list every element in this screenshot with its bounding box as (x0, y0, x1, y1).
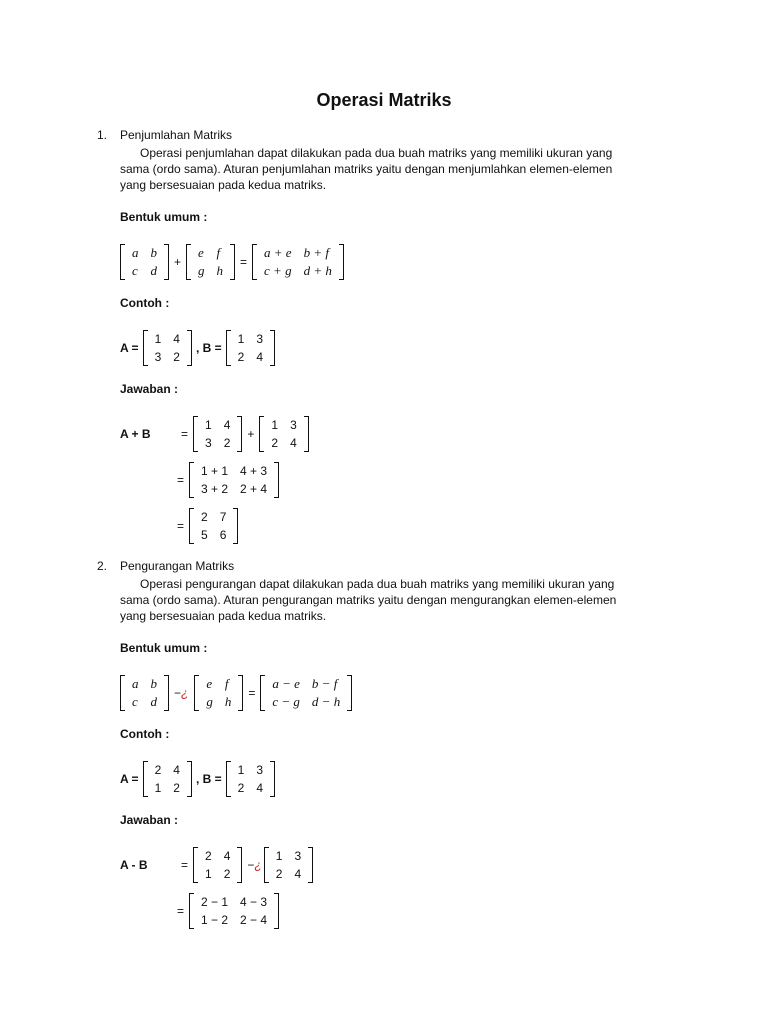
matrix-cell: 6 (219, 528, 227, 542)
matrix (252, 244, 344, 280)
matrix (120, 244, 169, 280)
matrix-cell: d (150, 694, 157, 709)
matrix-row (270, 847, 307, 865)
matrix-grid (270, 847, 307, 883)
matrix-cell: f (216, 245, 221, 260)
jawaban-label: Jawaban : (120, 382, 179, 396)
matrix-a-label: A = (120, 772, 139, 786)
matrix-cell: 2 (275, 867, 283, 881)
matrix-grid (149, 761, 186, 797)
matrix (120, 675, 169, 711)
matrix-cell: 4 (173, 763, 180, 777)
matrix-cell: 3 (256, 763, 263, 777)
matrix-row (199, 865, 236, 883)
matrix-cell: f (224, 676, 229, 691)
matrix-row (149, 348, 186, 366)
section-heading: Pengurangan Matriks (120, 559, 235, 573)
answer-lhs: A - B (120, 858, 148, 872)
example-matrices (120, 330, 275, 366)
matrix-cell: 1 (237, 763, 245, 777)
paragraph-line: yang bersesuaian pada kedua matriks. (120, 609, 327, 623)
matrix (186, 244, 235, 280)
matrix-row (195, 893, 273, 911)
matrix-cell: 7 (219, 510, 227, 524)
matrix-cell: a (132, 245, 139, 260)
matrix-cell: 1 (271, 418, 279, 432)
bentuk-umum-label: Bentuk umum : (120, 641, 208, 655)
matrix-cell: 2 + 4 (240, 482, 268, 496)
matrix-cell: d (150, 263, 157, 278)
paragraph-line: sama (ordo sama). Aturan pengurangan matriks yaitu dengan mengurangkan elemen-elemen (120, 593, 617, 607)
matrix-row (232, 761, 269, 779)
matrix-row (258, 244, 338, 262)
matrix-grid (265, 416, 302, 452)
section-paragraph (120, 576, 665, 624)
matrix-row (258, 262, 338, 280)
matrix-row (270, 865, 307, 883)
matrix-cell: 2 (223, 867, 231, 881)
matrix-cell: 3 (294, 849, 302, 863)
example-matrices (120, 761, 275, 797)
matrix-cell: c (132, 694, 138, 709)
matrix-grid (199, 847, 236, 883)
matrix-row (199, 416, 236, 434)
matrix-cell: 1 (237, 332, 245, 346)
matrix-cell: 4 (290, 436, 297, 450)
matrix-cell: c + g (264, 263, 292, 278)
paragraph-line: Operasi pengurangan dapat dilakukan pada dua buah matriks yang memiliki ukuran yang (140, 577, 615, 591)
matrix-cell: g (206, 694, 213, 709)
matrix-cell: b (150, 245, 157, 260)
matrix-b-label: , B = (195, 772, 222, 786)
matrix-a (143, 330, 192, 366)
answer-step-2 (172, 893, 279, 929)
matrix-grid (126, 675, 163, 711)
matrix-row (199, 434, 236, 452)
matrix-cell: 4 + 3 (240, 464, 268, 478)
section-heading: Penjumlahan Matriks (120, 128, 233, 142)
matrix-row (232, 779, 269, 797)
matrix-cell: d − h (311, 694, 341, 709)
matrix-cell: c − g (272, 694, 300, 709)
matrix-cell: 2 (173, 350, 180, 364)
matrix-cell: 1 − 2 (201, 913, 229, 927)
matrix-cell: 4 (256, 781, 263, 795)
matrix-cell: 2 (205, 849, 212, 863)
matrix-cell: 3 (205, 436, 212, 450)
plus-operator: + (174, 255, 182, 269)
matrix-cell: 5 (201, 528, 208, 542)
matrix-row (192, 262, 229, 280)
general-form (120, 675, 352, 711)
bentuk-umum-label: Bentuk umum : (120, 210, 208, 224)
matrix-cell: 2 − 1 (201, 895, 229, 909)
matrix-cell: 4 (173, 332, 180, 346)
equals-sign: = (240, 255, 248, 269)
matrix-cell: a (132, 676, 139, 691)
matrix-grid (199, 416, 236, 452)
equals-sign: = (248, 686, 256, 700)
matrix-cell: 2 (201, 510, 208, 524)
minus-operator: − (247, 858, 255, 872)
matrix-cell: 1 (154, 781, 162, 795)
matrix-cell: e (206, 676, 213, 691)
equals-sign: = (177, 519, 185, 533)
matrix-row (200, 693, 237, 711)
matrix-row (195, 480, 273, 498)
matrix-cell: 2 (271, 436, 279, 450)
matrix-cell: b − f (311, 676, 338, 691)
minus-operator: − (174, 686, 182, 700)
matrix-row (265, 416, 302, 434)
answer-step-1 (120, 416, 309, 452)
matrix-grid (258, 244, 338, 280)
paragraph-line: yang bersesuaian pada kedua matriks. (120, 178, 327, 192)
equals-sign: = (181, 858, 189, 872)
matrix-grid (149, 330, 186, 366)
matrix-row (266, 675, 346, 693)
matrix (189, 462, 279, 498)
matrix (259, 416, 308, 452)
matrix-b (226, 330, 275, 366)
matrix-grid (232, 761, 269, 797)
contoh-label: Contoh : (120, 296, 170, 310)
general-form (120, 244, 344, 280)
matrix-row (232, 348, 269, 366)
matrix-cell: 3 (256, 332, 263, 346)
matrix-row (266, 693, 346, 711)
answer-step-1 (120, 847, 313, 883)
matrix-cell: b (150, 676, 157, 691)
matrix-cell: b + f (303, 245, 329, 260)
matrix-cell: 2 (237, 781, 245, 795)
matrix-cell: 4 (256, 350, 263, 364)
matrix (194, 675, 243, 711)
matrix (189, 508, 238, 544)
matrix-cell: d + h (303, 263, 332, 278)
matrix-a-label: A = (120, 341, 139, 355)
matrix-cell: 4 (223, 849, 231, 863)
equals-sign: = (177, 904, 185, 918)
matrix-cell: 2 − 4 (240, 913, 268, 927)
matrix-grid (126, 244, 163, 280)
answer-step-3 (172, 508, 238, 544)
matrix-row (126, 244, 163, 262)
matrix-cell: a − e (272, 676, 300, 691)
matrix-row (195, 911, 273, 929)
matrix-row (149, 761, 186, 779)
matrix-cell: 1 (205, 867, 212, 881)
matrix-cell: 2 (223, 436, 231, 450)
matrix-cell: 4 − 3 (240, 895, 268, 909)
contoh-label: Contoh : (120, 727, 170, 741)
matrix-a (143, 761, 192, 797)
section-number: 2. (97, 559, 108, 573)
matrix-row (232, 330, 269, 348)
plus-operator: + (247, 427, 255, 441)
matrix-row (265, 434, 302, 452)
matrix-row (126, 693, 163, 711)
equals-sign: = (181, 427, 189, 441)
matrix-grid (195, 462, 273, 498)
matrix-cell: 3 (154, 350, 162, 364)
paragraph-line: Operasi penjumlahan dapat dilakukan pada dua buah matriks yang memiliki ukuran yang (140, 146, 613, 160)
matrix-cell: h (224, 694, 232, 709)
matrix-row (126, 675, 163, 693)
answer-step-2 (172, 462, 279, 498)
matrix-row (192, 244, 229, 262)
matrix-cell: 4 (223, 418, 231, 432)
matrix-cell: 1 (205, 418, 212, 432)
matrix-row (200, 675, 237, 693)
matrix-row (149, 779, 186, 797)
matrix-cell: g (198, 263, 205, 278)
garbled-glyph: ¿ (254, 858, 262, 872)
matrix-cell: 2 (173, 781, 180, 795)
matrix-row (126, 262, 163, 280)
matrix-b-label: , B = (195, 341, 222, 355)
garbled-glyph: ¿ (181, 686, 189, 700)
matrix-grid (195, 508, 232, 544)
matrix-cell: 1 + 1 (201, 464, 229, 478)
matrix (193, 847, 242, 883)
matrix-grid (232, 330, 269, 366)
matrix (260, 675, 352, 711)
matrix (193, 416, 242, 452)
paragraph-line: sama (ordo sama). Aturan penjumlahan matriks yaitu dengan menjumlahkan elemen-elemen (120, 162, 613, 176)
matrix (264, 847, 313, 883)
matrix-row (195, 462, 273, 480)
matrix-cell: h (216, 263, 224, 278)
matrix-cell: 1 (275, 849, 283, 863)
matrix-grid (195, 893, 273, 929)
jawaban-label: Jawaban : (120, 813, 179, 827)
matrix-cell: 2 (154, 763, 162, 777)
matrix-row (149, 330, 186, 348)
section-number: 1. (97, 128, 108, 142)
page-title: Operasi Matriks (316, 90, 452, 110)
matrix-row (195, 508, 232, 526)
matrix-row (199, 847, 236, 865)
matrix-cell: 1 (154, 332, 162, 346)
matrix-b (226, 761, 275, 797)
matrix-row (195, 526, 232, 544)
equals-sign: = (177, 473, 185, 487)
matrix-grid (266, 675, 346, 711)
matrix-cell: a + e (264, 245, 292, 260)
matrix-cell: 2 (237, 350, 245, 364)
matrix-cell: e (198, 245, 204, 260)
matrix-grid (192, 244, 229, 280)
matrix-cell: 3 + 2 (201, 482, 229, 496)
matrix-grid (200, 675, 237, 711)
matrix-cell: 3 (290, 418, 297, 432)
matrix-cell: c (132, 263, 138, 278)
matrix-cell: 4 (294, 867, 302, 881)
answer-lhs: A + B (120, 427, 151, 441)
matrix (189, 893, 279, 929)
section-paragraph (120, 145, 665, 193)
